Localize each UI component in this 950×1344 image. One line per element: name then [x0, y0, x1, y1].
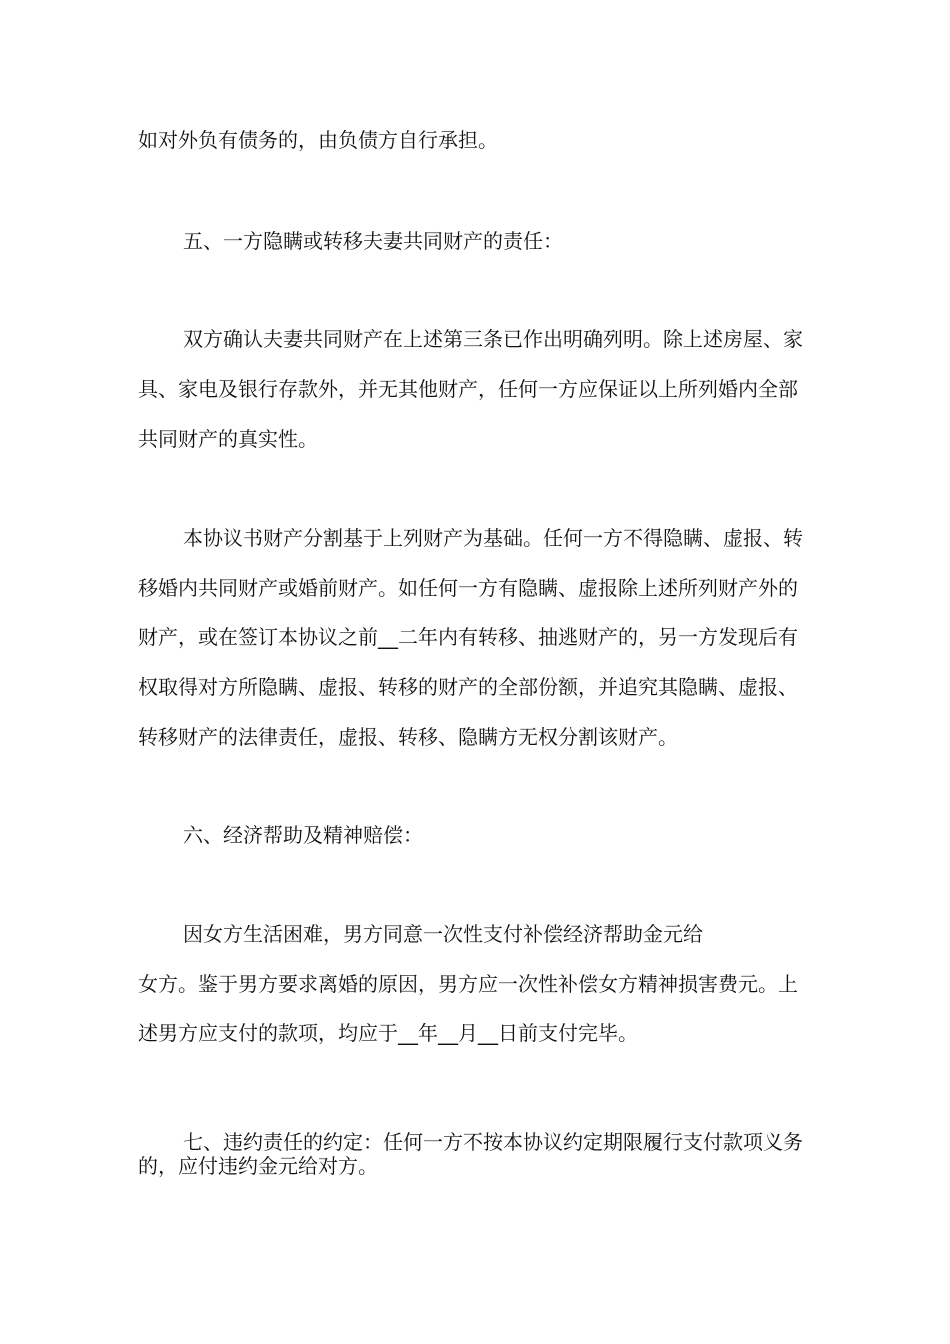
text-line: 的，应付违约金元给对方。	[138, 1154, 378, 1178]
text-line: 双方确认夫妻共同财产在上述第三条已作出明确列明。除上述房屋、家	[183, 327, 803, 351]
text-line: 转移财产的法律责任，虚报、转移、隐瞒方无权分割该财产。	[138, 725, 678, 749]
text-line: 女方。鉴于男方要求离婚的原因，男方应一次性补偿女方精神损害费元。上	[138, 972, 798, 996]
text-line: 述男方应支付的款项，均应于__年__月__日前支付完毕。	[138, 1021, 638, 1045]
text-line: 本协议书财产分割基于上列财产为基础。任何一方不得隐瞒、虚报、转	[183, 526, 803, 550]
text-line: 移婚内共同财产或婚前财产。如任何一方有隐瞒、虚报除上述所列财产外的	[138, 576, 798, 600]
section-heading: 五、一方隐瞒或转移夫妻共同财产的责任：	[183, 229, 563, 253]
text-line: 财产，或在签订本协议之前__二年内有转移、抽逃财产的，另一方发现后有	[138, 625, 798, 649]
section-heading: 七、违约责任的约定：任何一方不按本协议约定期限履行支付款项义务	[183, 1130, 803, 1154]
text-line: 如对外负有债务的，由负债方自行承担。	[138, 128, 498, 152]
text-line: 因女方生活困难，男方同意一次性支付补偿经济帮助金元给	[183, 922, 703, 946]
text-line: 权取得对方所隐瞒、虚报、转移的财产的全部份额，并追究其隐瞒、虚报、	[138, 675, 798, 699]
section-heading: 六、经济帮助及精神赔偿：	[183, 823, 423, 847]
text-line: 共同财产的真实性。	[138, 427, 318, 451]
text-line: 具、家电及银行存款外，并无其他财产，任何一方应保证以上所列婚内全部	[138, 377, 798, 401]
